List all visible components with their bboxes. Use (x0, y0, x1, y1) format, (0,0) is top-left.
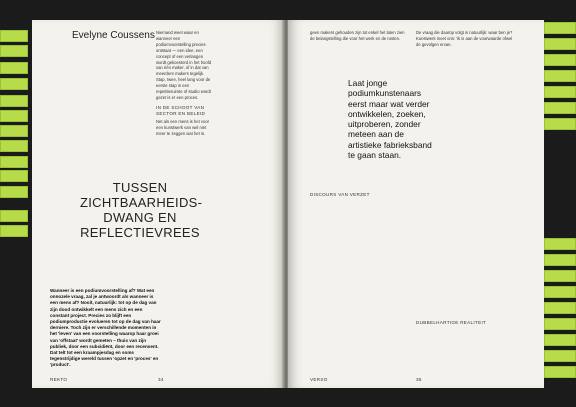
sticky-tab (544, 54, 576, 66)
right-text-column-4 (416, 316, 516, 328)
footer-right-page: 35 (416, 377, 422, 382)
sticky-tab (0, 140, 28, 152)
sticky-tab (0, 78, 28, 90)
author-name: Evelyne Coussens (72, 30, 155, 41)
left-paragraph: Net als een mens is het voor een kunstwerk van wel niet meer te zeggen wat het is. (156, 118, 210, 136)
right-paragraph: De vraag die daarop volgt is natuurlijk: waar ben je? Kunstwerk meet ons: 'ik is aan de voorwaarde ofwel de gevolgen ervan. (416, 30, 513, 47)
sticky-tab (0, 170, 28, 182)
footer-left-label: REKTO (50, 377, 68, 382)
sticky-tab (0, 30, 28, 42)
sticky-tab (544, 86, 576, 98)
right-page (288, 20, 544, 388)
sticky-tab (0, 225, 28, 237)
sticky-tab (0, 62, 28, 74)
sticky-tab (544, 254, 576, 266)
section-heading: DUBBELHARTIGE REALITEIT (416, 320, 487, 325)
footer-right-label: VERSO (310, 377, 328, 382)
sticky-tab (0, 45, 28, 57)
sticky-tab (0, 186, 28, 198)
left-paragraph: Niemand weet waar en wanneer een podiumvoorstelling precies ontstaat — een idee, een concept of een verlangen wordt gekoesterd in het hoofd van één maker, of in dat van meerdere makers tegelijk. Stap, twee, heel lang voor de eerste stap in een repetitieruimte of studio wordt gezet is er een proces. (156, 30, 212, 100)
right-text-column-2 (310, 188, 406, 200)
sticky-tab (544, 22, 576, 34)
sticky-tab (544, 366, 576, 378)
pull-quote: Laat jonge podiumkunstenaars eerst maar wat verder ontwikkelen, zoeken, uitproberen, zonder meteen aan de artistieke fabrieksband te gaan staan. (348, 78, 432, 161)
sticky-tab (544, 318, 576, 330)
essay-abstract: Wanneer is een podiumvoorstelling af? Wat een onnozele vraag, zal je antwoordt als wanneer is een mens af? Nooit, natuurlijk: tot op de dag van zijn dood ontwikkelt een mens zich en een constant project. Precies zo blijft een podiumproductie evolueren tot op de dag van haar derniere. Toch zijn er verschillende momenten in het 'leven' van een voorstelling waarop haar groei van 'offstaat' wordt gemeten – thuis van zijn publiek, door een subsidiënt, door een recensent. Dat telt tot een kraampjesdag en soms tegenstrijdige wereld tussen 'opzet en 'proces' en 'product'. (50, 288, 161, 368)
open-book (32, 20, 544, 388)
sticky-tab (544, 38, 576, 50)
sticky-tab (0, 110, 28, 122)
left-text-column-1 (156, 30, 214, 139)
sticky-tab (544, 302, 576, 314)
right-text-column-1 (310, 30, 406, 45)
sticky-tab (0, 95, 28, 107)
sticky-tab (0, 125, 28, 137)
sticky-tab (544, 350, 576, 362)
sticky-tab (0, 156, 28, 168)
sticky-tab (544, 270, 576, 282)
right-paragraph: geen makers gehouden zijn tot enkel het laten zien de belangstelling die voor het werk en de rusten. (310, 30, 405, 41)
section-heading: DISCOURS VAN VERZET (310, 192, 370, 197)
sticky-tab (544, 70, 576, 82)
sticky-tab (544, 286, 576, 298)
sticky-tab (544, 102, 576, 114)
sticky-tab (544, 334, 576, 346)
right-text-column-3 (416, 30, 516, 51)
sticky-tab (0, 210, 28, 222)
sticky-tab (544, 118, 576, 130)
section-heading: IN DE SCHOOT VAN SECTOR EN BELEID (156, 104, 206, 116)
footer-left-page: 34 (158, 377, 164, 382)
left-page (32, 20, 284, 388)
essay-title: TUSSEN ZICHTBAARHEIDS-DWANG EN REFLECTIEVREES (80, 180, 203, 240)
sticky-tab (544, 238, 576, 250)
